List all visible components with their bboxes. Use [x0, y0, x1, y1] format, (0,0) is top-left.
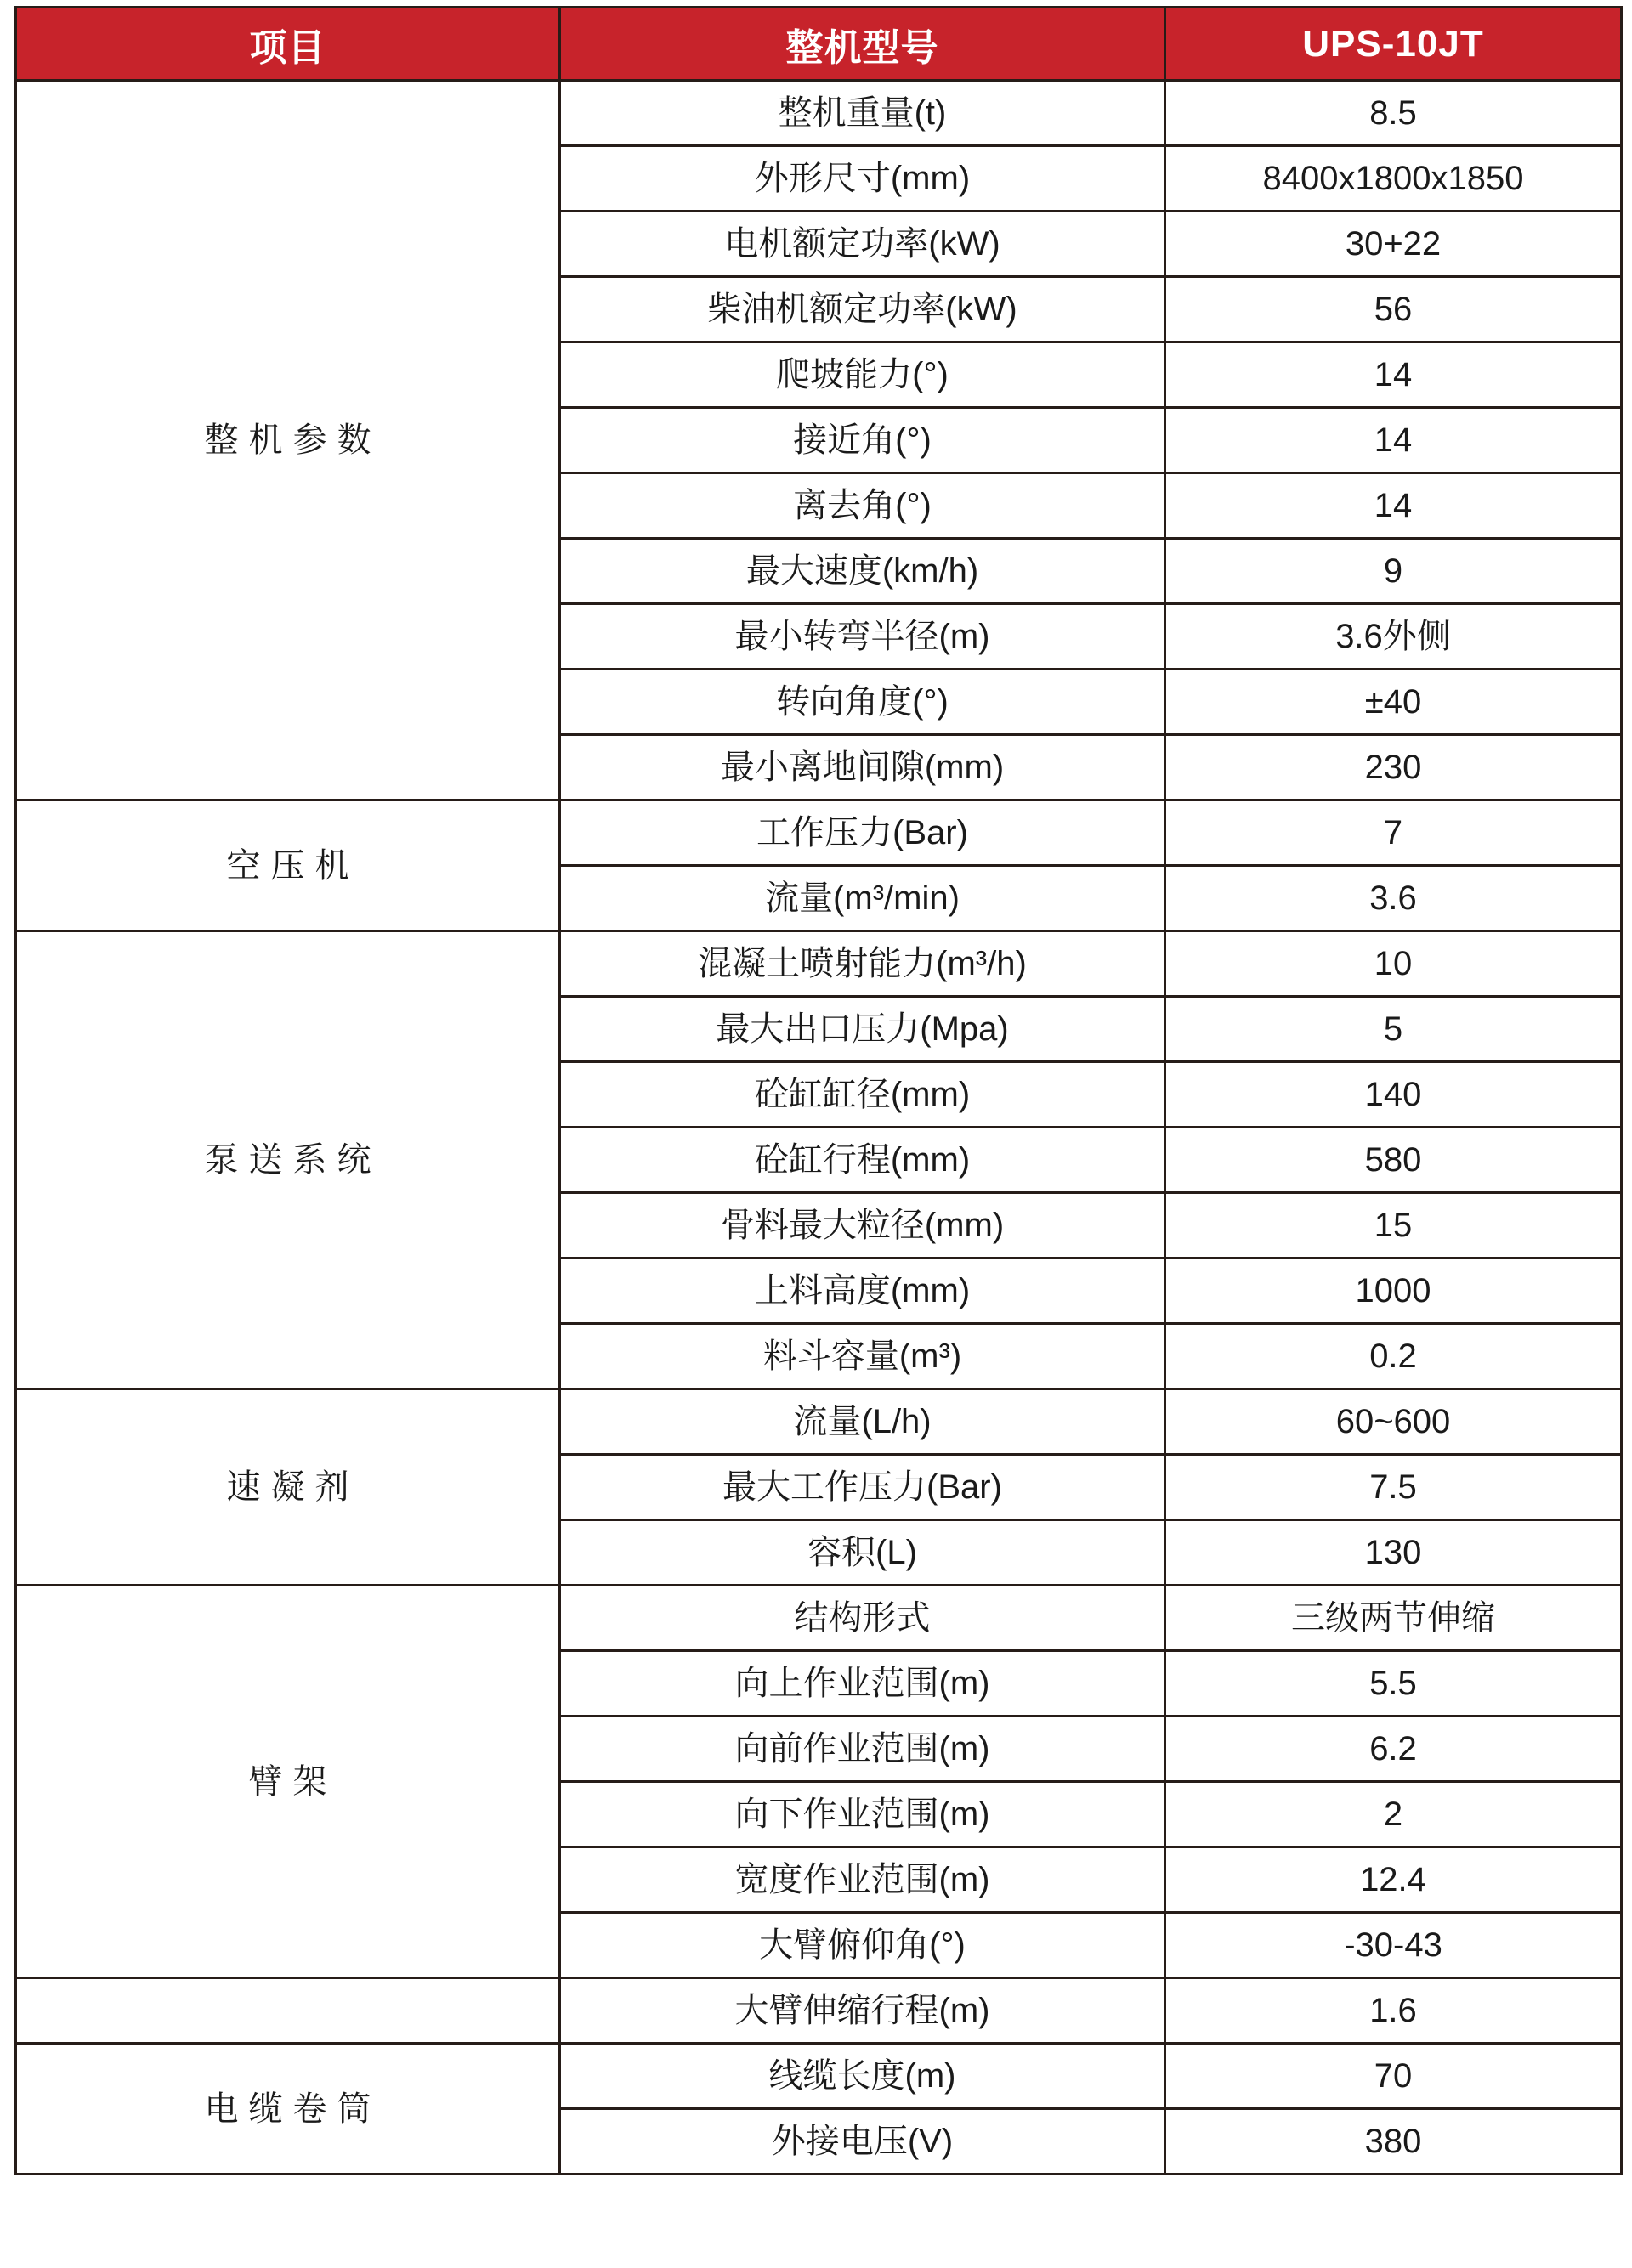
- spec-label: 上料高度(mm): [560, 1258, 1165, 1324]
- section-label: 速凝剂: [16, 1389, 560, 1586]
- spec-value: 230: [1165, 735, 1622, 800]
- spec-label: 大臂伸缩行程(m): [560, 1978, 1165, 2044]
- spec-value: 9: [1165, 539, 1622, 604]
- spec-value: 7: [1165, 800, 1622, 866]
- spec-value: 130: [1165, 1520, 1622, 1586]
- spec-value: 60~600: [1165, 1389, 1622, 1455]
- spec-value: 7.5: [1165, 1455, 1622, 1520]
- spec-label: 接近角(°): [560, 408, 1165, 473]
- spec-value: 8400x1800x1850: [1165, 146, 1622, 212]
- spec-value: 140: [1165, 1062, 1622, 1128]
- spec-value: 380: [1165, 2109, 1622, 2175]
- spec-label: 工作压力(Bar): [560, 800, 1165, 866]
- spec-value: 14: [1165, 342, 1622, 408]
- table-row: [16, 931, 1622, 997]
- spec-value: 12.4: [1165, 1847, 1622, 1913]
- section-label-spacer: [16, 1978, 560, 2044]
- spec-label: 离去角(°): [560, 473, 1165, 539]
- table-row: [16, 2044, 1622, 2109]
- spec-label: 宽度作业范围(m): [560, 1847, 1165, 1913]
- spec-sheet: [14, 6, 1620, 2175]
- spec-label: 电机额定功率(kW): [560, 212, 1165, 277]
- spec-value: 3.6外侧: [1165, 604, 1622, 670]
- table-row: [16, 1586, 1622, 1651]
- spec-value: -30-43: [1165, 1913, 1622, 1978]
- spec-label: 砼缸缸径(mm): [560, 1062, 1165, 1128]
- header-col-item: 项目: [16, 8, 560, 81]
- section-label: 整机参数: [16, 81, 560, 800]
- spec-value: 580: [1165, 1128, 1622, 1193]
- spec-label: 骨料最大粒径(mm): [560, 1193, 1165, 1258]
- spec-label: 大臂俯仰角(°): [560, 1913, 1165, 1978]
- spec-label: 砼缸行程(mm): [560, 1128, 1165, 1193]
- spec-value: 10: [1165, 931, 1622, 997]
- spec-label: 转向角度(°): [560, 670, 1165, 735]
- spec-value: 0.2: [1165, 1324, 1622, 1389]
- header-row: [16, 8, 1622, 81]
- spec-label: 最小转弯半径(m): [560, 604, 1165, 670]
- spec-value: 30+22: [1165, 212, 1622, 277]
- spec-label: 混凝土喷射能力(m³/h): [560, 931, 1165, 997]
- spec-value: 6.2: [1165, 1717, 1622, 1782]
- spec-value: 5: [1165, 997, 1622, 1062]
- spec-label: 最小离地间隙(mm): [560, 735, 1165, 800]
- spec-label: 外形尺寸(mm): [560, 146, 1165, 212]
- spec-value: 14: [1165, 473, 1622, 539]
- spec-value: 70: [1165, 2044, 1622, 2109]
- spec-value: 1.6: [1165, 1978, 1622, 2044]
- spec-label: 容积(L): [560, 1520, 1165, 1586]
- spec-label: 向上作业范围(m): [560, 1651, 1165, 1717]
- spec-value: 三级两节伸缩: [1165, 1586, 1622, 1651]
- spec-value: 1000: [1165, 1258, 1622, 1324]
- spec-label: 外接电压(V): [560, 2109, 1165, 2175]
- spec-label: 向下作业范围(m): [560, 1782, 1165, 1847]
- spec-value: 56: [1165, 277, 1622, 342]
- spec-label: 线缆长度(m): [560, 2044, 1165, 2109]
- table-row: [16, 1978, 1622, 2044]
- spec-label: 流量(m³/min): [560, 866, 1165, 931]
- spec-label: 柴油机额定功率(kW): [560, 277, 1165, 342]
- table-row: [16, 1389, 1622, 1455]
- spec-label: 爬坡能力(°): [560, 342, 1165, 408]
- spec-label: 最大出口压力(Mpa): [560, 997, 1165, 1062]
- section-label: 空压机: [16, 800, 560, 931]
- spec-label: 最大速度(km/h): [560, 539, 1165, 604]
- table-row: [16, 800, 1622, 866]
- header-col-value: UPS-10JT: [1165, 8, 1622, 81]
- spec-label: 结构形式: [560, 1586, 1165, 1651]
- spec-label: 流量(L/h): [560, 1389, 1165, 1455]
- spec-value: ±40: [1165, 670, 1622, 735]
- section-label: 臂架: [16, 1586, 560, 1978]
- spec-value: 5.5: [1165, 1651, 1622, 1717]
- spec-label: 料斗容量(m³): [560, 1324, 1165, 1389]
- spec-value: 15: [1165, 1193, 1622, 1258]
- header-col-model: 整机型号: [560, 8, 1165, 81]
- spec-label: 向前作业范围(m): [560, 1717, 1165, 1782]
- table-row: [16, 81, 1622, 146]
- section-label: 电缆卷筒: [16, 2044, 560, 2175]
- spec-label: 整机重量(t): [560, 81, 1165, 146]
- section-label: 泵送系统: [16, 931, 560, 1389]
- spec-label: 最大工作压力(Bar): [560, 1455, 1165, 1520]
- spec-value: 3.6: [1165, 866, 1622, 931]
- spec-value: 2: [1165, 1782, 1622, 1847]
- spec-table-body: [16, 81, 1622, 2175]
- spec-value: 8.5: [1165, 81, 1622, 146]
- spec-table: [14, 6, 1623, 2175]
- spec-value: 14: [1165, 408, 1622, 473]
